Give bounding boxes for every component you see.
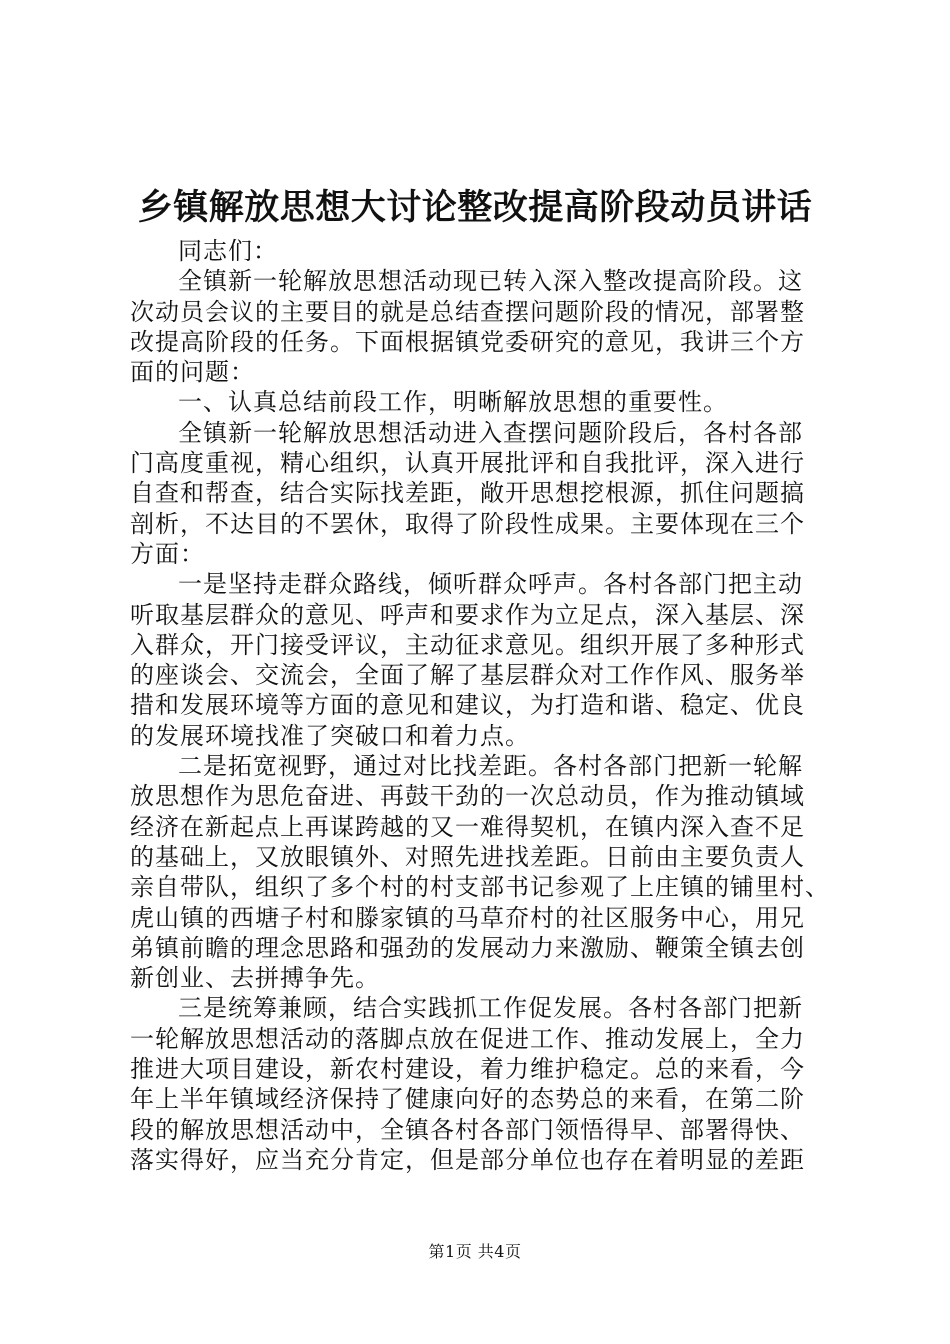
body-text-line: 全镇新一轮解放思想活动进入查摆问题阶段后，各村各部 (178, 418, 803, 447)
body-text-line: 自查和帮查，结合实际找差距，敞开思想挖根源，抓住问题搞 (130, 479, 805, 508)
body-text-line: 新创业、去拼搏争先。 (130, 964, 380, 993)
body-text-line: 剖析，不达目的不罢休，取得了阶段性成果。主要体现在三个 (130, 509, 805, 538)
body-text-line: 门高度重视，精心组织，认真开展批评和自我批评，深入进行 (130, 449, 805, 478)
body-text-line: 段的解放思想活动中，全镇各村各部门领悟得早、部署得快、 (130, 1115, 805, 1144)
body-text-line: 一是坚持走群众路线，倾听群众呼声。各村各部门把主动 (178, 570, 803, 599)
body-text-line: 的发展环境找准了突破口和着力点。 (130, 721, 530, 750)
body-text-line: 落实得好，应当充分肯定，但是部分单位也存在着明显的差距 (130, 1145, 805, 1174)
body-text-line: 全镇新一轮解放思想活动现已转入深入整改提高阶段。这 (178, 267, 803, 296)
body-text-line: 面的问题： (130, 358, 255, 387)
body-text-line: 入群众，开门接受评议，主动征求意见。组织开展了多种形式 (130, 630, 805, 659)
body-text-line: 放思想作为思危奋进、再鼓干劲的一次总动员，作为推动镇域 (130, 782, 805, 811)
body-text-line: 推进大项目建设，新农村建设，着力维护稳定。总的来看，今 (130, 1055, 805, 1084)
page-footer: 第1页 共4页 (428, 1242, 522, 1261)
body-text-line: 亲自带队，组织了多个村的村支部书记参观了上庄镇的铺里村、 (130, 873, 830, 902)
body-text-line: 二是拓宽视野，通过对比找差距。各村各部门把新一轮解 (178, 752, 803, 781)
body-text-line: 的座谈会、交流会，全面了解了基层群众对工作作风、服务举 (130, 661, 805, 690)
body-text-line: 改提高阶段的任务。下面根据镇党委研究的意见，我讲三个方 (130, 327, 805, 356)
body-text-line: 年上半年镇域经济保持了健康向好的态势总的来看，在第二阶 (130, 1085, 805, 1114)
body-text-line: 经济在新起点上再谋跨越的又一难得契机，在镇内深入查不足 (130, 812, 805, 841)
document-body (130, 236, 830, 1175)
body-text-line: 听取基层群众的意见、呼声和要求作为立足点，深入基层、深 (130, 600, 805, 629)
body-text-line: 一、认真总结前段工作，明晰解放思想的重要性。 (178, 388, 728, 417)
body-text-line: 方面： (130, 539, 205, 568)
body-text-line: 虎山镇的西塘子村和滕家镇的马草夼村的社区服务中心，用兄 (130, 903, 805, 932)
body-text-line: 三是统筹兼顾，结合实践抓工作促发展。各村各部门把新 (178, 994, 803, 1023)
body-text-line: 措和发展环境等方面的意见和建议，为打造和谐、稳定、优良 (130, 691, 805, 720)
body-text-line: 一轮解放思想活动的落脚点放在促进工作、推动发展上，全力 (130, 1024, 805, 1053)
body-text-line: 次动员会议的主要目的就是总结查摆问题阶段的情况，部署整 (130, 297, 805, 326)
body-text-line: 同志们： (178, 237, 278, 265)
document-title: 乡镇解放思想大讨论整改提高阶段动员讲话 (137, 187, 813, 228)
body-text-line: 弟镇前瞻的理念思路和强劲的发展动力来激励、鞭策全镇去创 (130, 933, 805, 962)
body-text-line: 的基础上，又放眼镇外、对照先进找差距。日前由主要负责人 (130, 842, 805, 871)
